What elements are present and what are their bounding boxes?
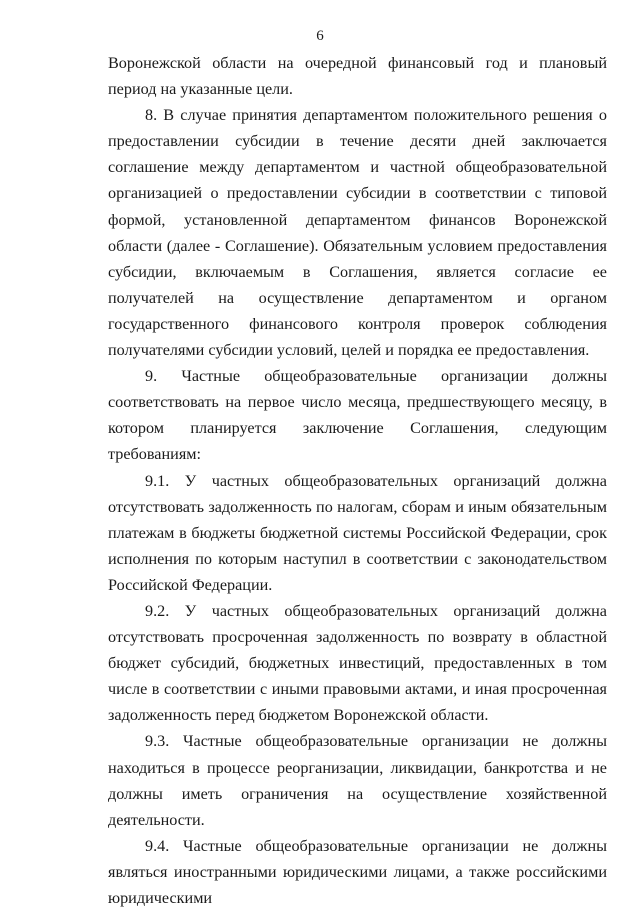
paragraph-9-1: 9.1. У частных общеобразовательных организаций должна отсутствовать задолженность по налогам, сборам и иным обязательным платежам в бюджеты бюджетной системы Российской Федерации, срок исполнения по которым наступил в соответствии с законодательством Российской Федерации. bbox=[108, 471, 607, 594]
paragraph-9-3: 9.3. Частные общеобразовательные организации не должны находиться в процессе реорганизации, ликвидации, банкротства и не должны иметь ограничения на осуществление хозяйственной деятельности. bbox=[108, 732, 607, 829]
paragraph-9-2: 9.2. У частных общеобразовательных организаций должна отсутствовать просроченная задолженность по возврату в областной бюджет субсидий, бюджетных инвестиций, предоставленных в том числе в соответствии с иными правовыми актами, и иная просроченная задолженность перед бюджетом Воронежской области. bbox=[108, 601, 607, 725]
page-number: 6 bbox=[316, 28, 324, 44]
paragraph-8: 8. В случае принятия департаментом положительного решения о предоставлении субсидии в течение десяти дней заключается соглашение между департаментом и частной общеобразовательной организацией о предоставлении субсидии в соответствии с типовой формой, установленной департаментом финансов Воронежской области (далее - Соглашение). Обязательным условием предоставления субсидии, включаемым в Соглашения, является согласие ее получателей на осуществление департаментом и органом государственного финансового контроля проверок соблюдения получателями субсидии условий, целей и порядка ее предоставления. bbox=[108, 106, 607, 360]
paragraph-9-4: 9.4. Частные общеобразовательные организации не должны являться иностранными юридическими лицами, а также российскими юридическими bbox=[108, 836, 607, 907]
paragraph-continuation: Воронежской области на очередной финансовый год и плановый период на указанные цели. bbox=[108, 54, 607, 99]
paragraph-9: 9. Частные общеобразовательные организации должны соответствовать на первое число месяца, предшествующего месяцу, в котором планируется заключение Соглашения, следующим требованиям: bbox=[108, 367, 607, 464]
document-body bbox=[108, 50, 607, 911]
